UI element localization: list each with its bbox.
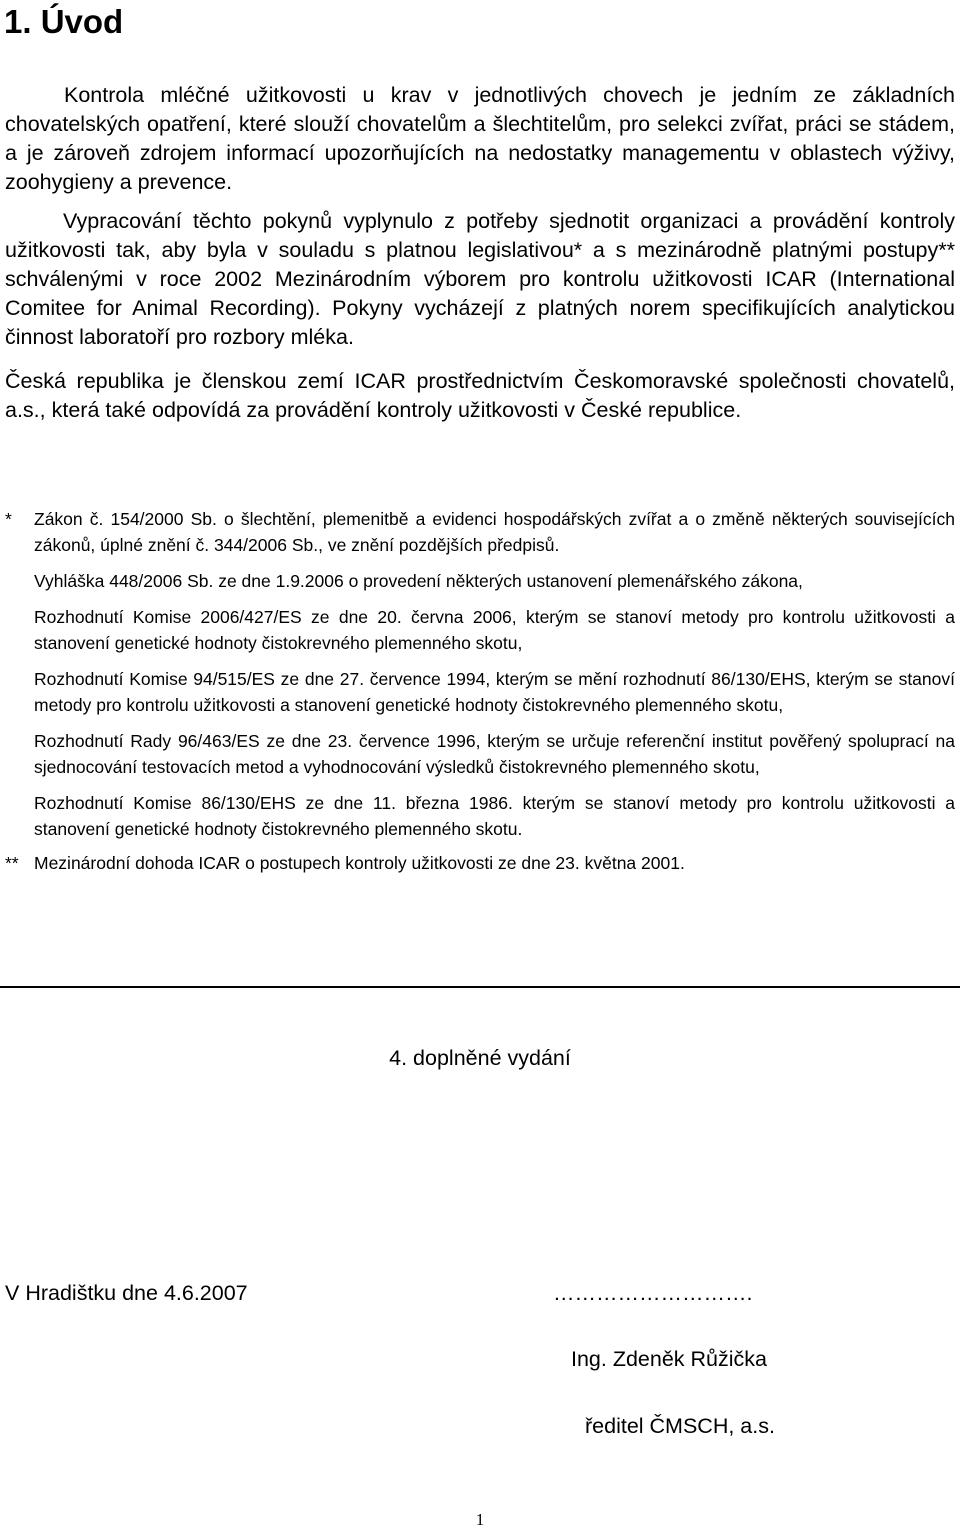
section-heading: 1. Úvod xyxy=(4,3,124,40)
footnote-text: Rozhodnutí Komise 2006/427/ES ze dne 20. června 2006, kterým se stanoví metody pro kontrolu užitkovosti a stanovení genetické hodnoty čistokrevného plemenného skotu, xyxy=(34,607,955,653)
footnote-item xyxy=(5,506,955,558)
footnote-item xyxy=(5,568,955,594)
place-and-date: V Hradištku dne 4.6.2007 xyxy=(5,1281,248,1305)
footnote-text: Rozhodnutí Rady 96/463/ES ze dne 23. července 1996, kterým se určuje referenční institut pověřený spoluprací na sjednocování testovacích metod a vyhodnocování výsledků čistokrevného plemenného skotu, xyxy=(34,731,955,777)
footnote-text: Mezinárodní dohoda ICAR o postupech kontroly užitkovosti ze dne 23. května 2001. xyxy=(34,853,685,873)
footnote-text: Rozhodnutí Komise 86/130/EHS ze dne 11. března 1986. kterým se stanoví metody pro kontrolu užitkovosti a stanovení genetické hodnoty čistokrevného plemenného skotu. xyxy=(34,793,955,839)
footnote-item xyxy=(5,790,955,842)
signer-title: ředitel ČMSCH, a.s. xyxy=(585,1414,775,1438)
footnote-text: Vyhláška 448/2006 Sb. ze dne 1.9.2006 o provedení některých ustanovení plemenářského zákona, xyxy=(34,571,803,591)
footnote-text: Rozhodnutí Komise 94/515/ES ze dne 27. července 1994, kterým se mění rozhodnutí 86/130/EHS, kterým se stanoví metody pro kontrolu užitkovosti a stanovení genetické hodnoty čistokrevného plemenného skotu, xyxy=(34,669,955,715)
footnote-item xyxy=(5,666,955,718)
page-number: 1 xyxy=(475,1510,485,1529)
footnote-marker: ** xyxy=(5,853,19,873)
horizontal-divider xyxy=(0,986,960,988)
purpose-paragraph: Vypracování těchto pokynů vyplynulo z potřeby sjednotit organizaci a provádění kontroly užitkovosti tak, aby byla v souladu s platnou legislativou* a s mezinárodně platnými postupy** schválenými v roce 2002 Mezinárodním výborem pro kontrolu užitkovosti ICAR (International Comitee for Animal Recording). Pokyny vycházejí z platných norem specifikujících analytickou činnost laboratoří pro rozbory mléka. xyxy=(5,209,955,349)
footnote-marker: * xyxy=(5,509,12,529)
footnote-text: Zákon č. 154/2000 Sb. o šlechtění, plemenitbě a evidenci hospodářských zvířat a o změně některých souvisejících zákonů, úplné znění č. 344/2006 Sb., ve znění pozdějších předpisů. xyxy=(34,509,955,555)
footnotes xyxy=(5,506,955,876)
edition-label: 4. doplněné vydání xyxy=(389,1046,571,1070)
membership-paragraph: Česká republika je členskou zemí ICAR prostřednictvím Českomoravské společnosti chovatelů, a.s., která také odpovídá za provádění kontroly užitkovosti v České republice. xyxy=(5,369,955,422)
signature-line: ………………………. xyxy=(553,1281,753,1305)
footnote-item xyxy=(5,604,955,656)
footnote-item xyxy=(5,728,955,780)
footnote-item xyxy=(5,850,955,876)
intro-paragraph: Kontrola mléčné užitkovosti u krav v jednotlivých chovech je jedním ze základních chovatelských opatření, které slouží chovatelům a šlechtitelům, pro selekci zvířat, práci se stádem, a je zároveň zdrojem informací upozorňujících na nedostatky managementu v oblastech výživy, zoohygieny a prevence. xyxy=(5,83,955,194)
signer-name: Ing. Zdeněk Růžička xyxy=(571,1347,767,1371)
